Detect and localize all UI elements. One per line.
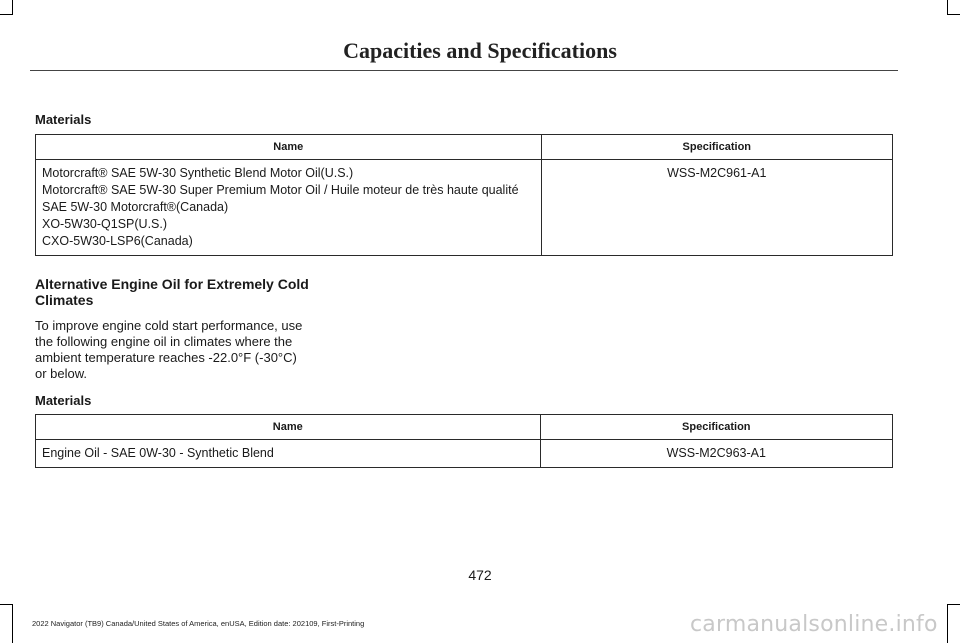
column-header-name: Name	[36, 135, 542, 160]
body-paragraph: To improve engine cold start performance, use the following engine oil in climates where the ambient temperature reaches -22.0°F (-30°C) or below.	[35, 318, 303, 381]
material-name-line: CXO-5W30-LSP6(Canada)	[42, 234, 193, 248]
specification-cell: WSS-M2C963-A1	[540, 440, 892, 468]
material-name-line: Motorcraft® SAE 5W-30 Synthetic Blend Motor Oil(U.S.)	[42, 166, 354, 180]
table-row	[36, 440, 893, 468]
page-number: 472	[468, 567, 492, 583]
materials-table	[35, 414, 893, 468]
material-name-cell: Engine Oil - SAE 0W-30 - Synthetic Blend	[36, 440, 541, 468]
specification-cell: WSS-M2C961-A1	[541, 160, 892, 256]
edition-footer: 2022 Navigator (TB9) Canada/United States of America, enUSA, Edition date: 202109, First-Printing	[32, 619, 365, 628]
column-header-name: Name	[36, 415, 541, 440]
crop-mark	[947, 14, 960, 15]
column-header-specification: Specification	[541, 135, 892, 160]
table-header-row	[36, 135, 893, 160]
watermark: carmanualsonline.info	[690, 612, 938, 637]
material-name-line: Motorcraft® SAE 5W-30 Super Premium Motor Oil / Huile moteur de très haute qualité SAE 5W-30 Motorcraft®(Canada)	[42, 183, 519, 214]
materials-label: Materials	[35, 393, 92, 408]
crop-mark	[12, 604, 13, 643]
crop-mark	[12, 0, 13, 14]
table-header-row	[36, 415, 893, 440]
crop-mark	[947, 604, 960, 605]
crop-mark	[0, 14, 13, 15]
material-name-cell	[36, 160, 542, 256]
materials-table	[35, 134, 893, 256]
materials-label: Materials	[35, 112, 92, 127]
material-name-line: XO-5W30-Q1SP(U.S.)	[42, 217, 168, 231]
column-header-specification: Specification	[540, 415, 892, 440]
section-heading: Alternative Engine Oil for Extremely Cold Climates	[35, 276, 309, 308]
crop-mark	[947, 0, 948, 14]
crop-mark	[947, 604, 948, 643]
page-title: Capacities and Specifications	[343, 38, 617, 63]
table-row	[36, 160, 893, 256]
title-divider	[30, 70, 898, 71]
